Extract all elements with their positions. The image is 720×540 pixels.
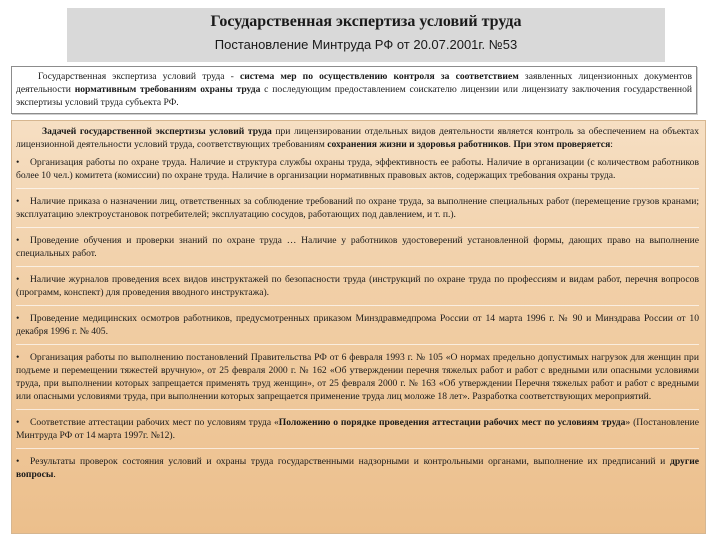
check-item-text: Организация работы по выполнению постановлений Правительства РФ от 6 февраля 1993 г. № 105 «О нормах предельно допустимых нагрузок для женщин при подъеме и перемещении тяжестей вручную», от 25 февраля 2000 г. № 162 «Об утверждении перечня тяжелых работ и работ с вредными или опасными условиями труда, при выполнении которых запрещается применять труд женщин», от 25 февраля 2000 г. № 163 «Об утверждении Перечня тяжелых работ и работ с вредными или опасными условиями труда, при выполнении которых запрещается применение труда лиц моложе 18 лет». Разработка соответствующих мероприятий. — [16, 352, 699, 402]
title-banner — [67, 8, 665, 62]
intro-indent — [16, 71, 38, 82]
task-bold-1: Задачей государственной экспертизы условий труда — [42, 126, 272, 137]
bullet-icon: • — [16, 196, 20, 207]
bullet-icon: • — [16, 456, 20, 467]
task-text-1: при лицензировании отдельных видов деятельности является контроль за обеспечением на объектах лицензионной деятельности условий труда, соответствующих требованиям — [16, 126, 699, 150]
task-text-3: : — [610, 139, 613, 150]
check-item-3 — [16, 234, 699, 267]
check-item-6 — [16, 351, 699, 410]
check-item-5 — [16, 312, 699, 345]
bullet-icon: • — [16, 417, 20, 428]
check-item-text: Наличие журналов проведения всех видов инструктажей по безопасности труда (инструкций по охране труда по профессиям и видам работ, перечня вопросов (программ, конспект) для проведения вводного инструктажа). — [16, 274, 699, 298]
bullet-icon: • — [16, 313, 20, 324]
check-item-8 — [16, 455, 699, 487]
task-text-2: . — [508, 139, 514, 150]
bullet-icon: • — [16, 274, 20, 285]
check-item-text-post: » (Постановление Минтруда РФ от 14 марта 1997г. №12). — [16, 417, 699, 441]
definition-box — [11, 66, 697, 114]
bullet-icon: • — [16, 352, 20, 363]
check-item-text: Наличие приказа о назначении лиц, ответственных за соблюдение требований по охране труда, за выполнение специальных работ (перемещение грузов кранами; эксплуатацию электроустановок потребителей; эксплуатацию сосудов, работающих под давлением, и т. п.). — [16, 196, 699, 220]
check-item-text-bold: Положению о порядке проведения аттестации рабочих мест по условиям труда — [278, 417, 626, 428]
inspection-box — [11, 120, 706, 534]
check-item-text: Организация работы по охране труда. Наличие и структура службы охраны труда, эффективность ее работы. Наличие в организации (с количеством работников более 10 чел.) комитета (комиссии) по охране труда. Наличие в организации нормативных правовых актов, содержащих требования охраны труда. — [16, 157, 699, 181]
intro-text-3: с последующим предоставлением соискателю лицензии или лицензиату заключения государственной экспертизы условий труда субъекта РФ. — [16, 84, 692, 109]
task-paragraph — [16, 125, 699, 151]
bullet-icon: • — [16, 235, 20, 246]
page-title: Государственная экспертиза условий труда — [210, 13, 522, 30]
check-item-7 — [16, 416, 699, 449]
check-item-text-pre: Соответствие аттестации рабочих мест по условиям труда « — [30, 417, 279, 428]
intro-text-2: заявленных лицензионных документов деятельности — [16, 71, 693, 96]
task-bold-2: сохранения жизни и здоровья работников — [327, 139, 509, 150]
check-item-text-post: . — [53, 469, 56, 480]
check-item-text-pre: Результаты проверок состояния условий и охраны труда государственными надзорными и контрольными органами, выполнение их предписаний и — [30, 456, 670, 467]
check-item-text: Проведение обучения и проверки знаний по охране труда … Наличие у работников удостоверений установленной формы, дающих право на выполнение специальных работ. — [16, 235, 699, 259]
check-item-4 — [16, 273, 699, 306]
check-item-text: Проведение медицинских осмотров работников, предусмотренных приказом Минздравмедпрома России от 14 марта 1996 г. № 90 и Минздрава России от 10 декабря 1996 г. № 405. — [16, 313, 699, 337]
check-item-1 — [16, 156, 699, 189]
intro-text-1: Государственная экспертиза условий труда - — [38, 71, 240, 82]
check-item-text-bold: другие вопросы — [16, 456, 699, 480]
intro-bold-2: нормативным требованиям охраны труда — [74, 84, 261, 96]
task-bold-3: При этом проверяется — [513, 139, 611, 150]
check-item-2 — [16, 195, 699, 228]
intro-bold-1: система мер по осуществлению контроля за соответствием — [239, 71, 519, 82]
page-subtitle: Постановление Минтруда РФ от 20.07.2001г. №53 — [214, 37, 518, 52]
bullet-icon: • — [16, 157, 20, 168]
